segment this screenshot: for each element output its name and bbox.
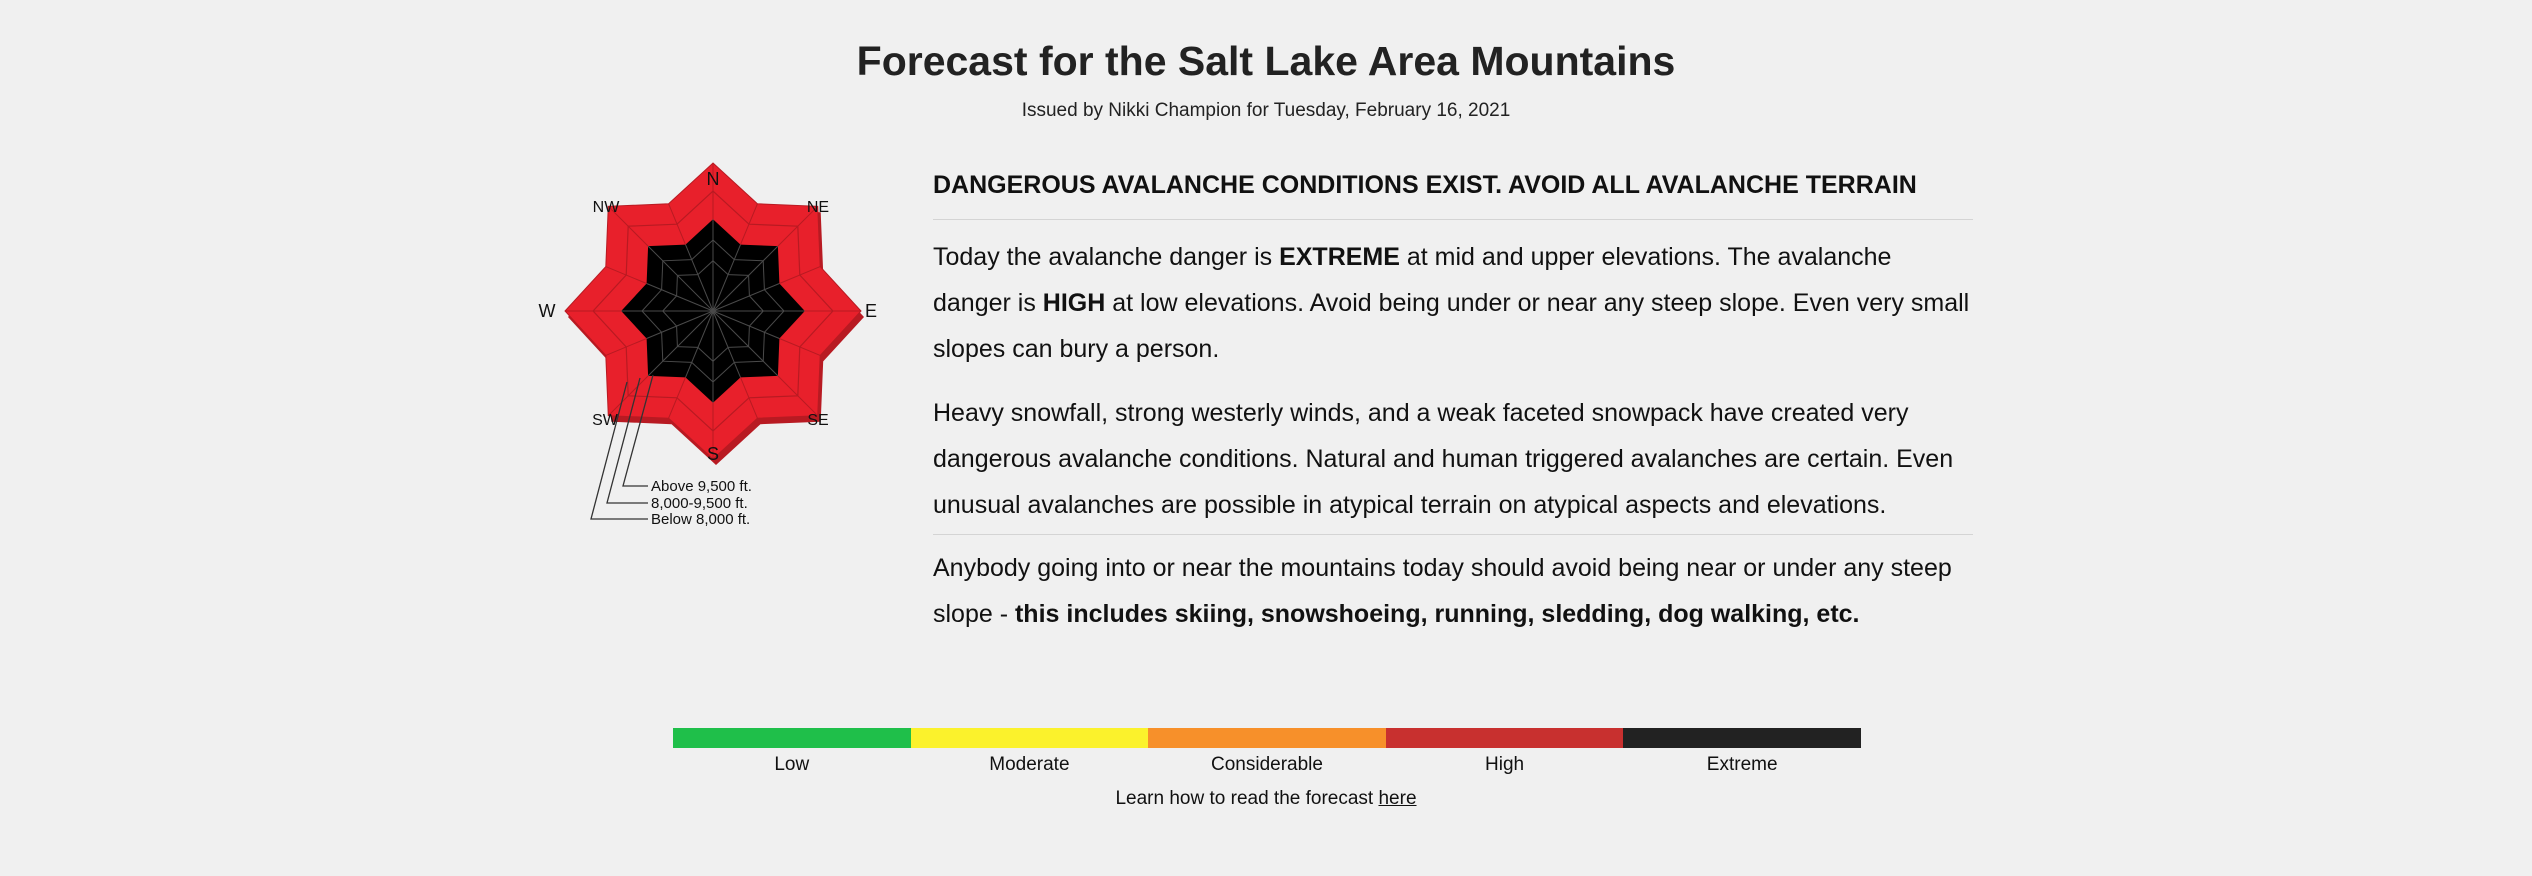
danger-scale [673, 728, 1861, 776]
bottom-line-headline: DANGEROUS AVALANCHE CONDITIONS EXIST. AVOID ALL AVALANCHE TERRAIN [933, 165, 1973, 220]
compass-sw: SW [592, 412, 618, 429]
danger-scale-label-extreme: Extreme [1706, 754, 1778, 775]
danger-text-2: at mid and upper elevations. The avalanche danger is [933, 243, 1892, 317]
compass-w: W [538, 301, 556, 321]
danger-rose [530, 160, 900, 540]
danger-scale-label-moderate: Moderate [989, 754, 1070, 775]
danger-scale-label-low: Low [774, 754, 810, 775]
legend-mid: 8,000-9,500 ft. [651, 495, 748, 512]
compass-s: S [706, 444, 720, 464]
danger-scale-seg-moderate [911, 728, 1149, 748]
learn-line [0, 788, 2532, 810]
compass-nw: NW [592, 199, 620, 216]
learn-here-link[interactable]: here [1378, 788, 1417, 809]
conditions-paragraph: Heavy snowfall, strong westerly winds, and a weak faceted snowpack have created very dangerous avalanche conditions. Natural and human triggered avalanches are certain. Even unusual avalanches are possible in atypical terrain on atypical aspects and elevations. [933, 390, 1973, 535]
danger-scale-seg-extreme [1623, 728, 1861, 748]
compass-ne: NE [806, 199, 830, 216]
danger-scale-label-high: High [1485, 754, 1525, 775]
legend-upper: Above 9,500 ft. [651, 478, 752, 495]
compass-se: SE [807, 412, 829, 429]
advice-bold: this includes skiing, snowshoeing, running, sledding, dog walking, etc. [1014, 600, 1860, 628]
danger-scale-seg-low [673, 728, 911, 748]
danger-scale-labels [673, 754, 1861, 776]
danger-high: HIGH [1042, 289, 1106, 317]
page-title: Forecast for the Salt Lake Area Mountains [856, 38, 1676, 84]
danger-scale-label-considerable: Considerable [1211, 754, 1323, 775]
compass-n: N [706, 169, 720, 189]
learn-text: Learn how to read the forecast [1115, 788, 1379, 809]
forecast-summary [933, 165, 1973, 637]
advice-paragraph [933, 545, 1973, 637]
danger-scale-bar [673, 728, 1861, 748]
advice-text: Anybody going into or near the mountains today should avoid being near or under any steep slope - [933, 554, 1952, 628]
danger-text-3: at low elevations. Avoid being under or near any steep slope. Even very small slopes can bury a person. [933, 289, 1970, 363]
compass-e: E [864, 301, 878, 321]
danger-paragraph [933, 234, 1973, 372]
danger-text-1: Today the avalanche danger is [933, 243, 1280, 271]
legend-lower: Below 8,000 ft. [651, 511, 751, 528]
danger-scale-seg-high [1386, 728, 1624, 748]
danger-extreme: EXTREME [1279, 243, 1400, 271]
issued-by: Issued by Nikki Champion for Tuesday, February 16, 2021 [1021, 100, 1511, 121]
danger-scale-seg-considerable [1148, 728, 1386, 748]
